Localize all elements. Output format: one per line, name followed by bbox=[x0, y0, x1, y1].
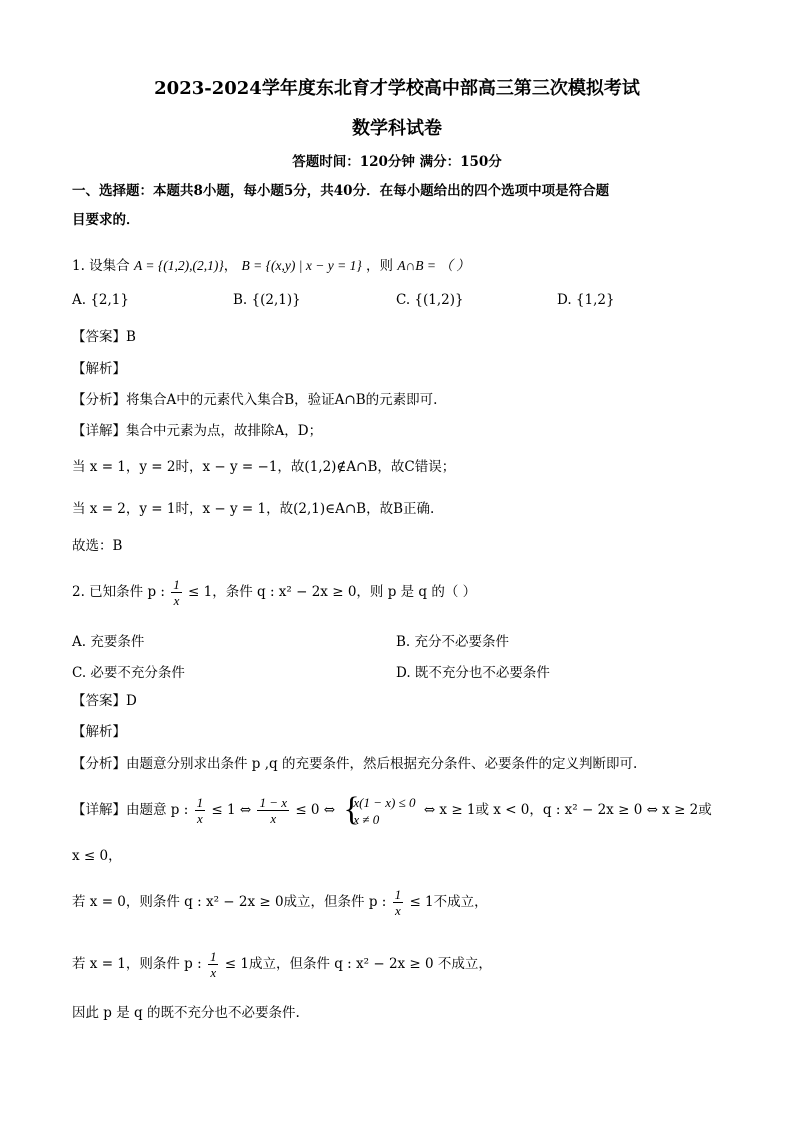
q1-option-b: B. {(2,1)} bbox=[233, 292, 301, 308]
q2-detail-fraction-2: $\frac{1 - x}{x}$ bbox=[259, 795, 288, 826]
q2-option-c: C. 必要不充分条件 bbox=[72, 665, 185, 681]
section-heading-line1: 一、选择题：本题共8小题，每小题5分，共40分．在每小题给出的四个选项中项是符合题 bbox=[72, 183, 610, 199]
q1-option-a: A. {2,1} bbox=[72, 292, 129, 308]
q2-fraction: $\frac{1}{x}$ bbox=[173, 577, 180, 608]
q1-stem: 1. 设集合 A = {(1,2),(2,1)}， B = {(x,y) | x − y = 1} ，则 A∩B = （ ） bbox=[72, 258, 470, 274]
q2-if-one: 若 x = 1，则条件 p : $\frac{1}{x}$ ≤ 1成立，但条件 q : x² − 2x ≥ 0 不成立， bbox=[72, 949, 492, 980]
q1-case2: 当 x = 2，y = 1时，x − y = 1，故(2,1)∈A∩B，故B正确. bbox=[72, 501, 435, 517]
q2-option-d: D. 既不充分也不必要条件 bbox=[396, 665, 550, 681]
subject-title: 数学科试卷 bbox=[352, 118, 442, 139]
q1-analysis-label: 【解析】 bbox=[72, 361, 126, 377]
q2-if-zero: 若 x = 0，则条件 q : x² − 2x ≥ 0成立，但条件 p : $\frac{1}{x}$ ≤ 1不成立， bbox=[72, 887, 488, 918]
q1-conclusion: 故选：B bbox=[72, 538, 123, 554]
q2-detail-cont: x ≤ 0， bbox=[72, 848, 122, 864]
q1-fenxi: 【分析】将集合A中的元素代入集合B，验证A∩B的元素即可. bbox=[72, 392, 438, 408]
q2-detail: 【详解】由题意 p : $\frac{1}{x}$ ≤ 1 ⇔ $\frac{1 - x}{x}$ ≤ 0 ⇔ { x(1 − x) ≤ 0 x ≠ 0 ⇔ x ≥ 1或 x < 0，q : x² − 2x ≥ 0 ⇔ x ≥ 2或 bbox=[72, 790, 712, 828]
q1-ask: A∩B = （ ） bbox=[397, 258, 470, 273]
q2-analysis-label: 【解析】 bbox=[72, 724, 126, 740]
section-heading-line2: 目要求的． bbox=[72, 212, 140, 228]
exam-title: 2023-2024学年度东北育才学校高中部高三第三次模拟考试 bbox=[154, 78, 640, 99]
q2-detail-fraction-1: $\frac{1}{x}$ bbox=[196, 795, 204, 826]
q1-option-c: C. {(1,2)} bbox=[396, 292, 464, 308]
q1-set-b: B = {(x,y) | x − y = 1} bbox=[241, 258, 362, 273]
q2-option-a: A. 充要条件 bbox=[72, 634, 145, 650]
q2-fenxi: 【分析】由题意分别求出条件 p ,q 的充要条件，然后根据充分条件、必要条件的定义判断即可. bbox=[72, 756, 638, 772]
q2-answer: 【答案】D bbox=[72, 693, 137, 709]
exam-info: 答题时间：120分钟 满分：150分 bbox=[292, 154, 502, 170]
q2-final: 因此 p 是 q 的既不充分也不必要条件. bbox=[72, 1005, 300, 1021]
q2-if-zero-fraction: $\frac{1}{x}$ bbox=[394, 887, 402, 918]
q1-answer: 【答案】B bbox=[72, 329, 136, 345]
q1-detail: 【详解】集合中元素为点，故排除A，D； bbox=[72, 423, 323, 439]
q2-option-b: B. 充分不必要条件 bbox=[396, 634, 510, 650]
q1-set-a: A = {(1,2),(2,1)} bbox=[133, 258, 224, 273]
q1-case1: 当 x = 1，y = 2时，x − y = −1，故(1,2)∉A∩B，故C错误； bbox=[72, 459, 456, 475]
q2-stem: 2. 已知条件 p : $\frac{1}{x}$ ≤ 1，条件 q : x² − 2x ≥ 0，则 p 是 q 的（ ） bbox=[72, 577, 477, 608]
q1-option-d: D. {1,2} bbox=[557, 292, 615, 308]
q2-equation-system: { x(1 − x) ≤ 0 x ≠ 0 bbox=[343, 790, 416, 828]
q2-if-one-fraction: $\frac{1}{x}$ bbox=[209, 949, 217, 980]
